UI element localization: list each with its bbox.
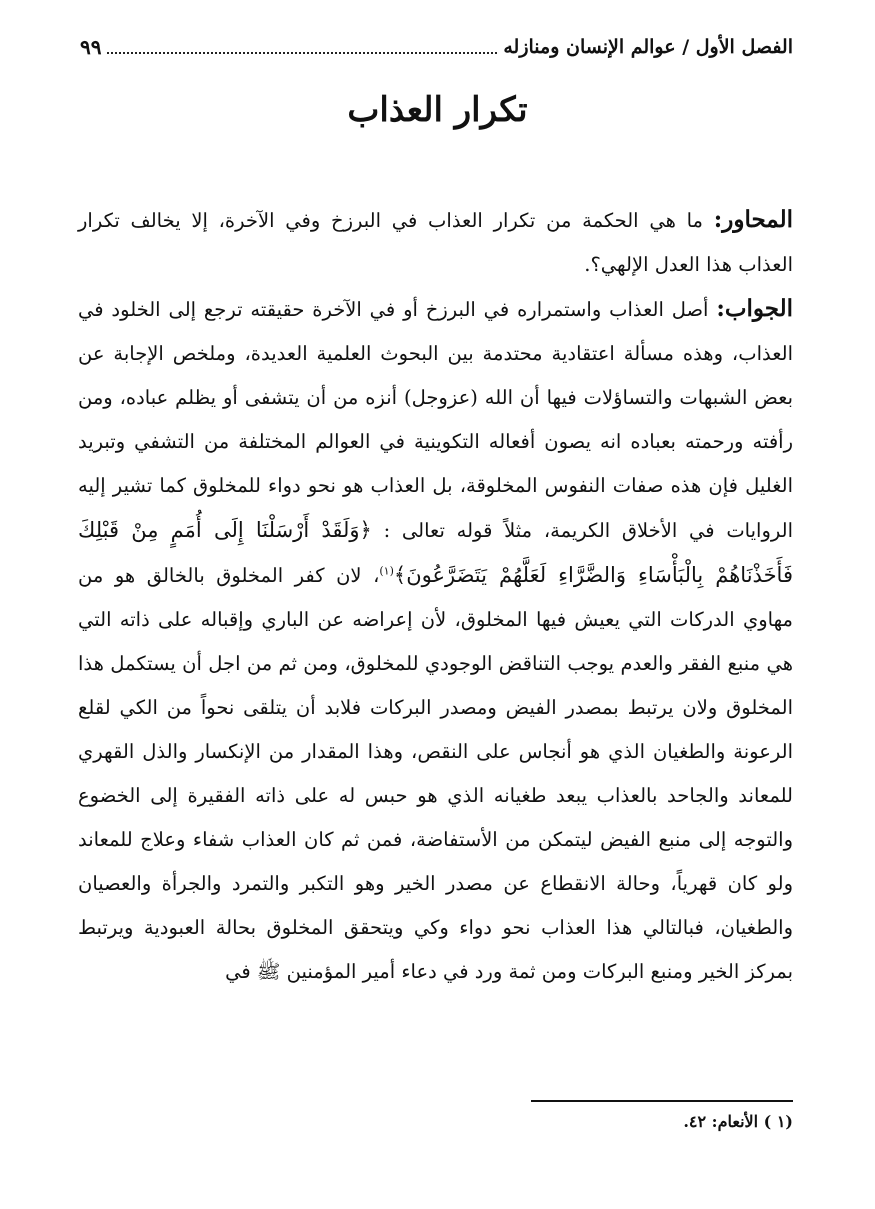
footnote-divider	[531, 1100, 793, 1102]
answer-text-before-verse: أصل العذاب واستمراره في البرزخ أو في الآخرة حقيقته ترجع إلى الخلود في العذاب، وهذه مسألة اعتقادية محتدمة بين البحوث العلمية العديدة، وملخص الإجابة عن بعض الشبهات والتساؤلات فيها أن الله (عزوجل) أنزه من أن يتشفى أو يظلم عباده، ومن رأفته ورحمته بعباده انه يصون أفعاله التكوينية في العوالم المختلفة من التشفي وتبريد الغليل فإن هذه صفات النفوس المخلوقة، بل العذاب هو نحو دواء للمخلوق كما تشير إليه الروايات في الأخلاق الكريمة، مثلاً قوله تعالى :	[78, 298, 793, 542]
question-paragraph	[78, 198, 793, 287]
page-number: ٩٩	[80, 35, 102, 59]
running-header	[80, 30, 793, 64]
footnote: (١ ) الأنعام: ٤٢.	[683, 1112, 793, 1131]
dotted-leader	[107, 52, 497, 54]
footnote-marker: (١)	[379, 564, 394, 578]
question-text: ما هي الحكمة من تكرار العذاب في البرزخ وفي الآخرة، إلا يخالف تكرار العذاب هذا العدل الإلهي؟.	[78, 209, 793, 276]
section-title: تكرار العذاب	[347, 90, 528, 130]
running-title: الفصل الأول / عوالم الإنسان ومنازله	[503, 36, 793, 58]
question-label: المحاور:	[713, 206, 793, 233]
answer-paragraph	[78, 287, 793, 994]
answer-text-after-verse: ، لان كفر المخلوق بالخالق هو من مهاوي الدركات التي يعيش فيها المخلوق، لأن إعراضه عن الباري وإقباله على ذاته التي هي منبع الفقر والعدم يوجب التناقض الوجودي للمخلوق، ومن ثم من اجل أن يستكمل هذا المخلوق ولان يرتبط بمصدر الفيض ومصدر البركات فلابد أن يتلقى نحواً من الكي لقلع الرعونة والطغيان الذي هو أنجاس على النقص، وهذا المقدار من الإنكسار والذل القهري للمعاند والجاحد بالعذاب يبعد طغيانه الذي هو حبس له على ذاته الفقيرة إلى الخضوع والتوجه إلى منبع الفيض ليتمكن من الأستفاضة، فمن ثم كان العذاب شفاء وعلاج للمعاند ولو كان قهرياً، وحالة الانقطاع عن مصدر الخير وهو التكبر والتمرد والجرأة والعصيان والطغيان، فبالتالي هذا العذاب نحو دواء وكي ويتحقق المخلوق بحالة العبودية ويرتبط بمركز الخير ومنبع البركات ومن ثمة ورد في دعاء أمير المؤمنين ﷺ في	[78, 564, 793, 983]
answer-label: الجواب:	[716, 295, 793, 322]
body-text	[78, 198, 793, 994]
quran-verse: ﴿وَلَقَدْ أَرْسَلْنَا إِلَى أُمَمٍ مِنْ قَبْلِكَ فَأَخَذْنَاهُمْ بِالْبَأْسَاءِ وَالضَّرَّاءِ لَعَلَّهُمْ يَتَضَرَّعُونَ﴾	[78, 518, 793, 587]
